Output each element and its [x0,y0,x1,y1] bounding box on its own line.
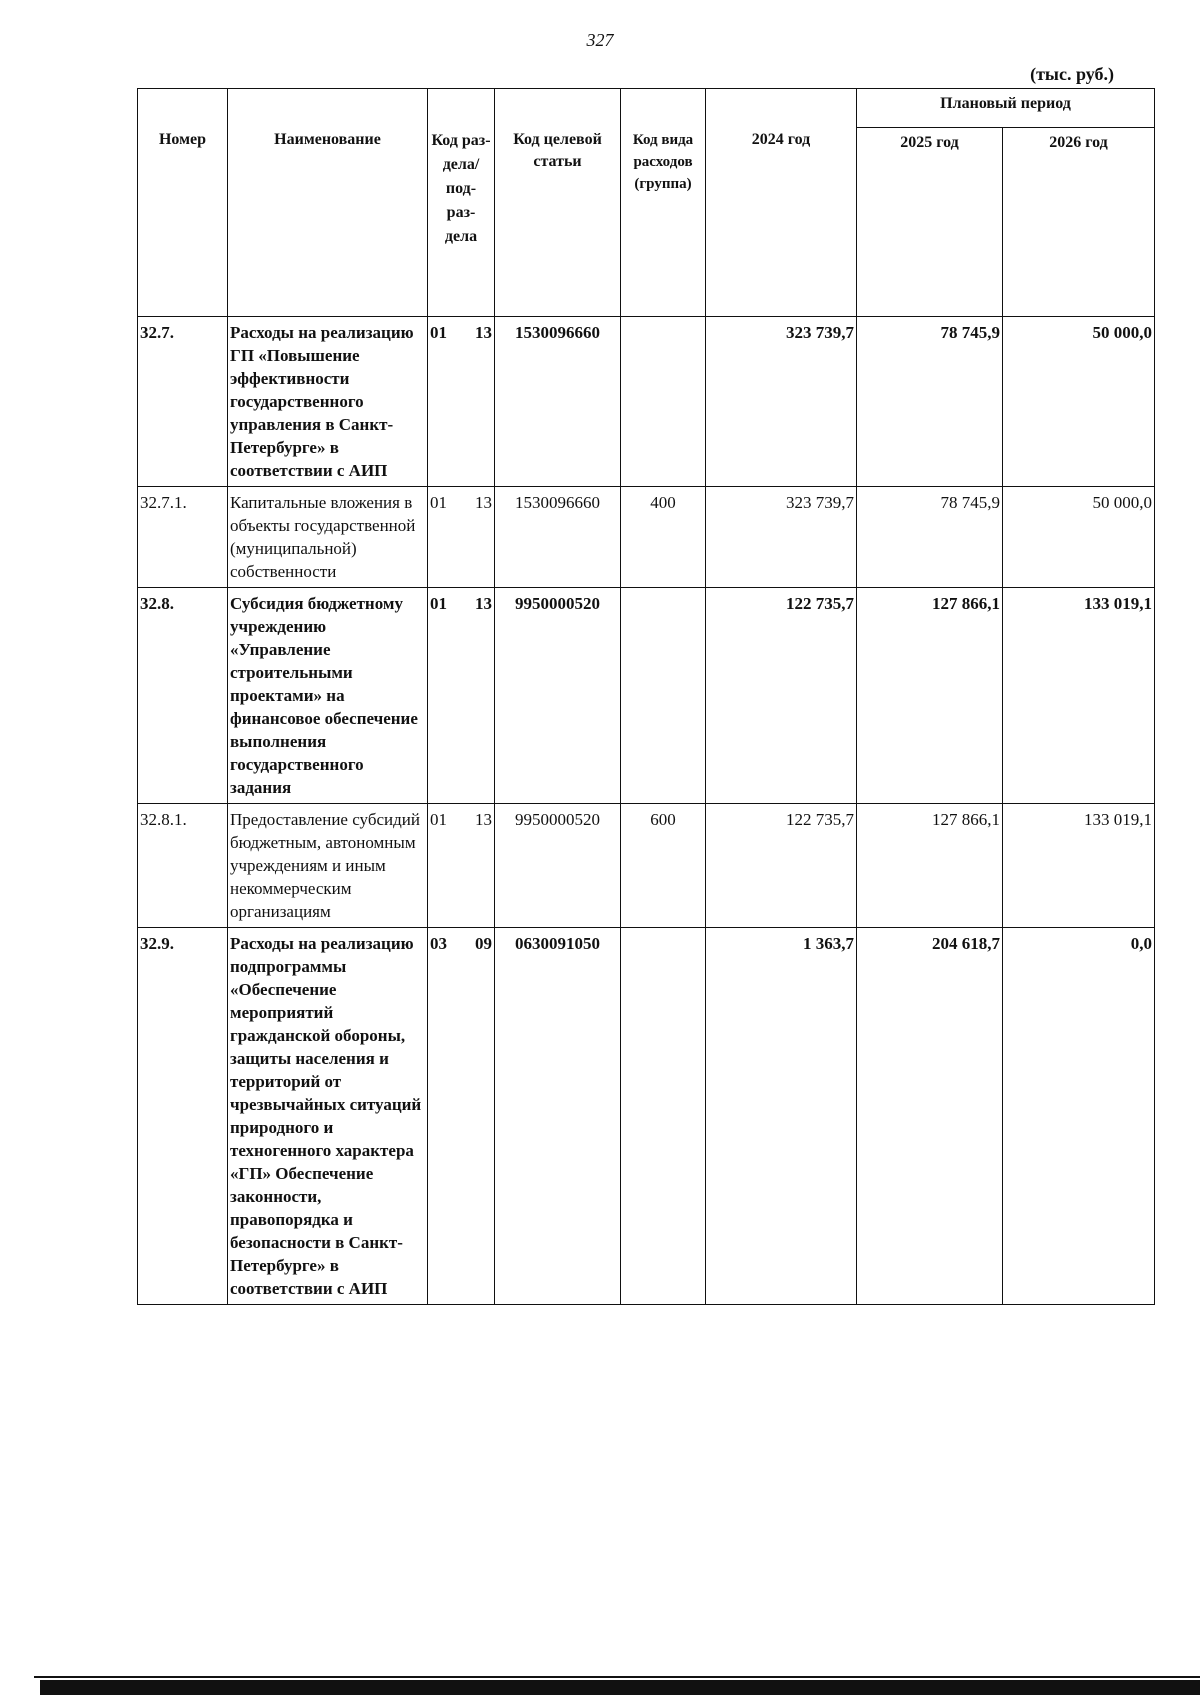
bottom-border-bar [40,1680,1200,1695]
table-body [138,317,1155,1305]
row-target-code: 0630091050 [495,928,621,1305]
header-year-2024: 2024 год [706,89,857,317]
row-number: 32.7. [138,317,228,487]
table-row [138,588,1155,804]
header-section-code: Код раз- дела/ под- раз- дела [428,89,495,317]
budget-table [137,88,1155,1305]
row-section: 03 [430,934,447,953]
row-section: 01 [430,594,447,613]
row-amount-2025: 127 866,1 [857,588,1003,804]
row-number: 32.7.1. [138,487,228,588]
row-section-code [428,588,495,804]
row-amount-2026: 50 000,0 [1003,317,1155,487]
row-amount-2026: 133 019,1 [1003,804,1155,928]
header-year-2025: 2025 год [857,128,1003,317]
row-number: 32.8.1. [138,804,228,928]
table-row [138,317,1155,487]
row-name: Расходы на реализацию ГП «Повышение эффективности государственного управления в Санкт-Петербурге» в соответствии с АИП [228,317,428,487]
row-subsection: 13 [475,810,492,829]
row-amount-2025: 78 745,9 [857,487,1003,588]
header-planned-period: Плановый период [857,89,1155,128]
header-number: Номер [138,89,228,317]
table-row [138,928,1155,1305]
row-name: Субсидия бюджетному учреждению «Управление строительными проектами» на финансовое обеспечение выполнения государственного задания [228,588,428,804]
row-subsection: 13 [475,594,492,613]
header-row [138,89,1155,128]
row-expense-type [621,588,706,804]
row-section: 01 [430,810,447,829]
row-section-code [428,928,495,1305]
row-expense-type: 600 [621,804,706,928]
header-year-2026: 2026 год [1003,128,1155,317]
row-name: Капитальные вложения в объекты государственной (муниципальной) собственности [228,487,428,588]
row-number: 32.8. [138,588,228,804]
row-section: 01 [430,493,447,512]
row-amount-2024: 1 363,7 [706,928,857,1305]
header-name: Наименование [228,89,428,317]
row-amount-2024: 122 735,7 [706,804,857,928]
row-amount-2026: 0,0 [1003,928,1155,1305]
row-target-code: 9950000520 [495,804,621,928]
row-amount-2026: 133 019,1 [1003,588,1155,804]
bottom-border-line [34,1676,1200,1678]
row-expense-type: 400 [621,487,706,588]
row-target-code: 9950000520 [495,588,621,804]
table-row [138,487,1155,588]
row-subsection: 13 [475,323,492,342]
row-section-code [428,317,495,487]
units-label: (тыс. руб.) [1030,64,1114,84]
row-amount-2024: 122 735,7 [706,588,857,804]
row-amount-2026: 50 000,0 [1003,487,1155,588]
row-expense-type [621,317,706,487]
row-amount-2025: 78 745,9 [857,317,1003,487]
row-name: Предоставление субсидий бюджетным, автономным учреждениям и иным некоммерческим организациям [228,804,428,928]
row-expense-type [621,928,706,1305]
row-amount-2025: 204 618,7 [857,928,1003,1305]
header-expense-type: Код вида расходов (группа) [621,89,706,317]
table-row [138,804,1155,928]
header-target-code: Код целевой статьи [495,89,621,317]
row-section-code [428,487,495,588]
row-target-code: 1530096660 [495,317,621,487]
row-amount-2025: 127 866,1 [857,804,1003,928]
row-amount-2024: 323 739,7 [706,487,857,588]
row-subsection: 09 [475,934,492,953]
page-number: 327 [586,30,614,50]
row-section-code [428,804,495,928]
row-section: 01 [430,323,447,342]
row-name: Расходы на реализацию подпрограммы «Обеспечение мероприятий гражданской обороны, защиты населения и территорий от чрезвычайных ситуаций природного и техногенного характера «ГП» Обеспечение законности, правопорядка и безопасности в Санкт-Петербурге» в соответствии с АИП [228,928,428,1305]
row-target-code: 1530096660 [495,487,621,588]
row-amount-2024: 323 739,7 [706,317,857,487]
row-subsection: 13 [475,493,492,512]
row-number: 32.9. [138,928,228,1305]
